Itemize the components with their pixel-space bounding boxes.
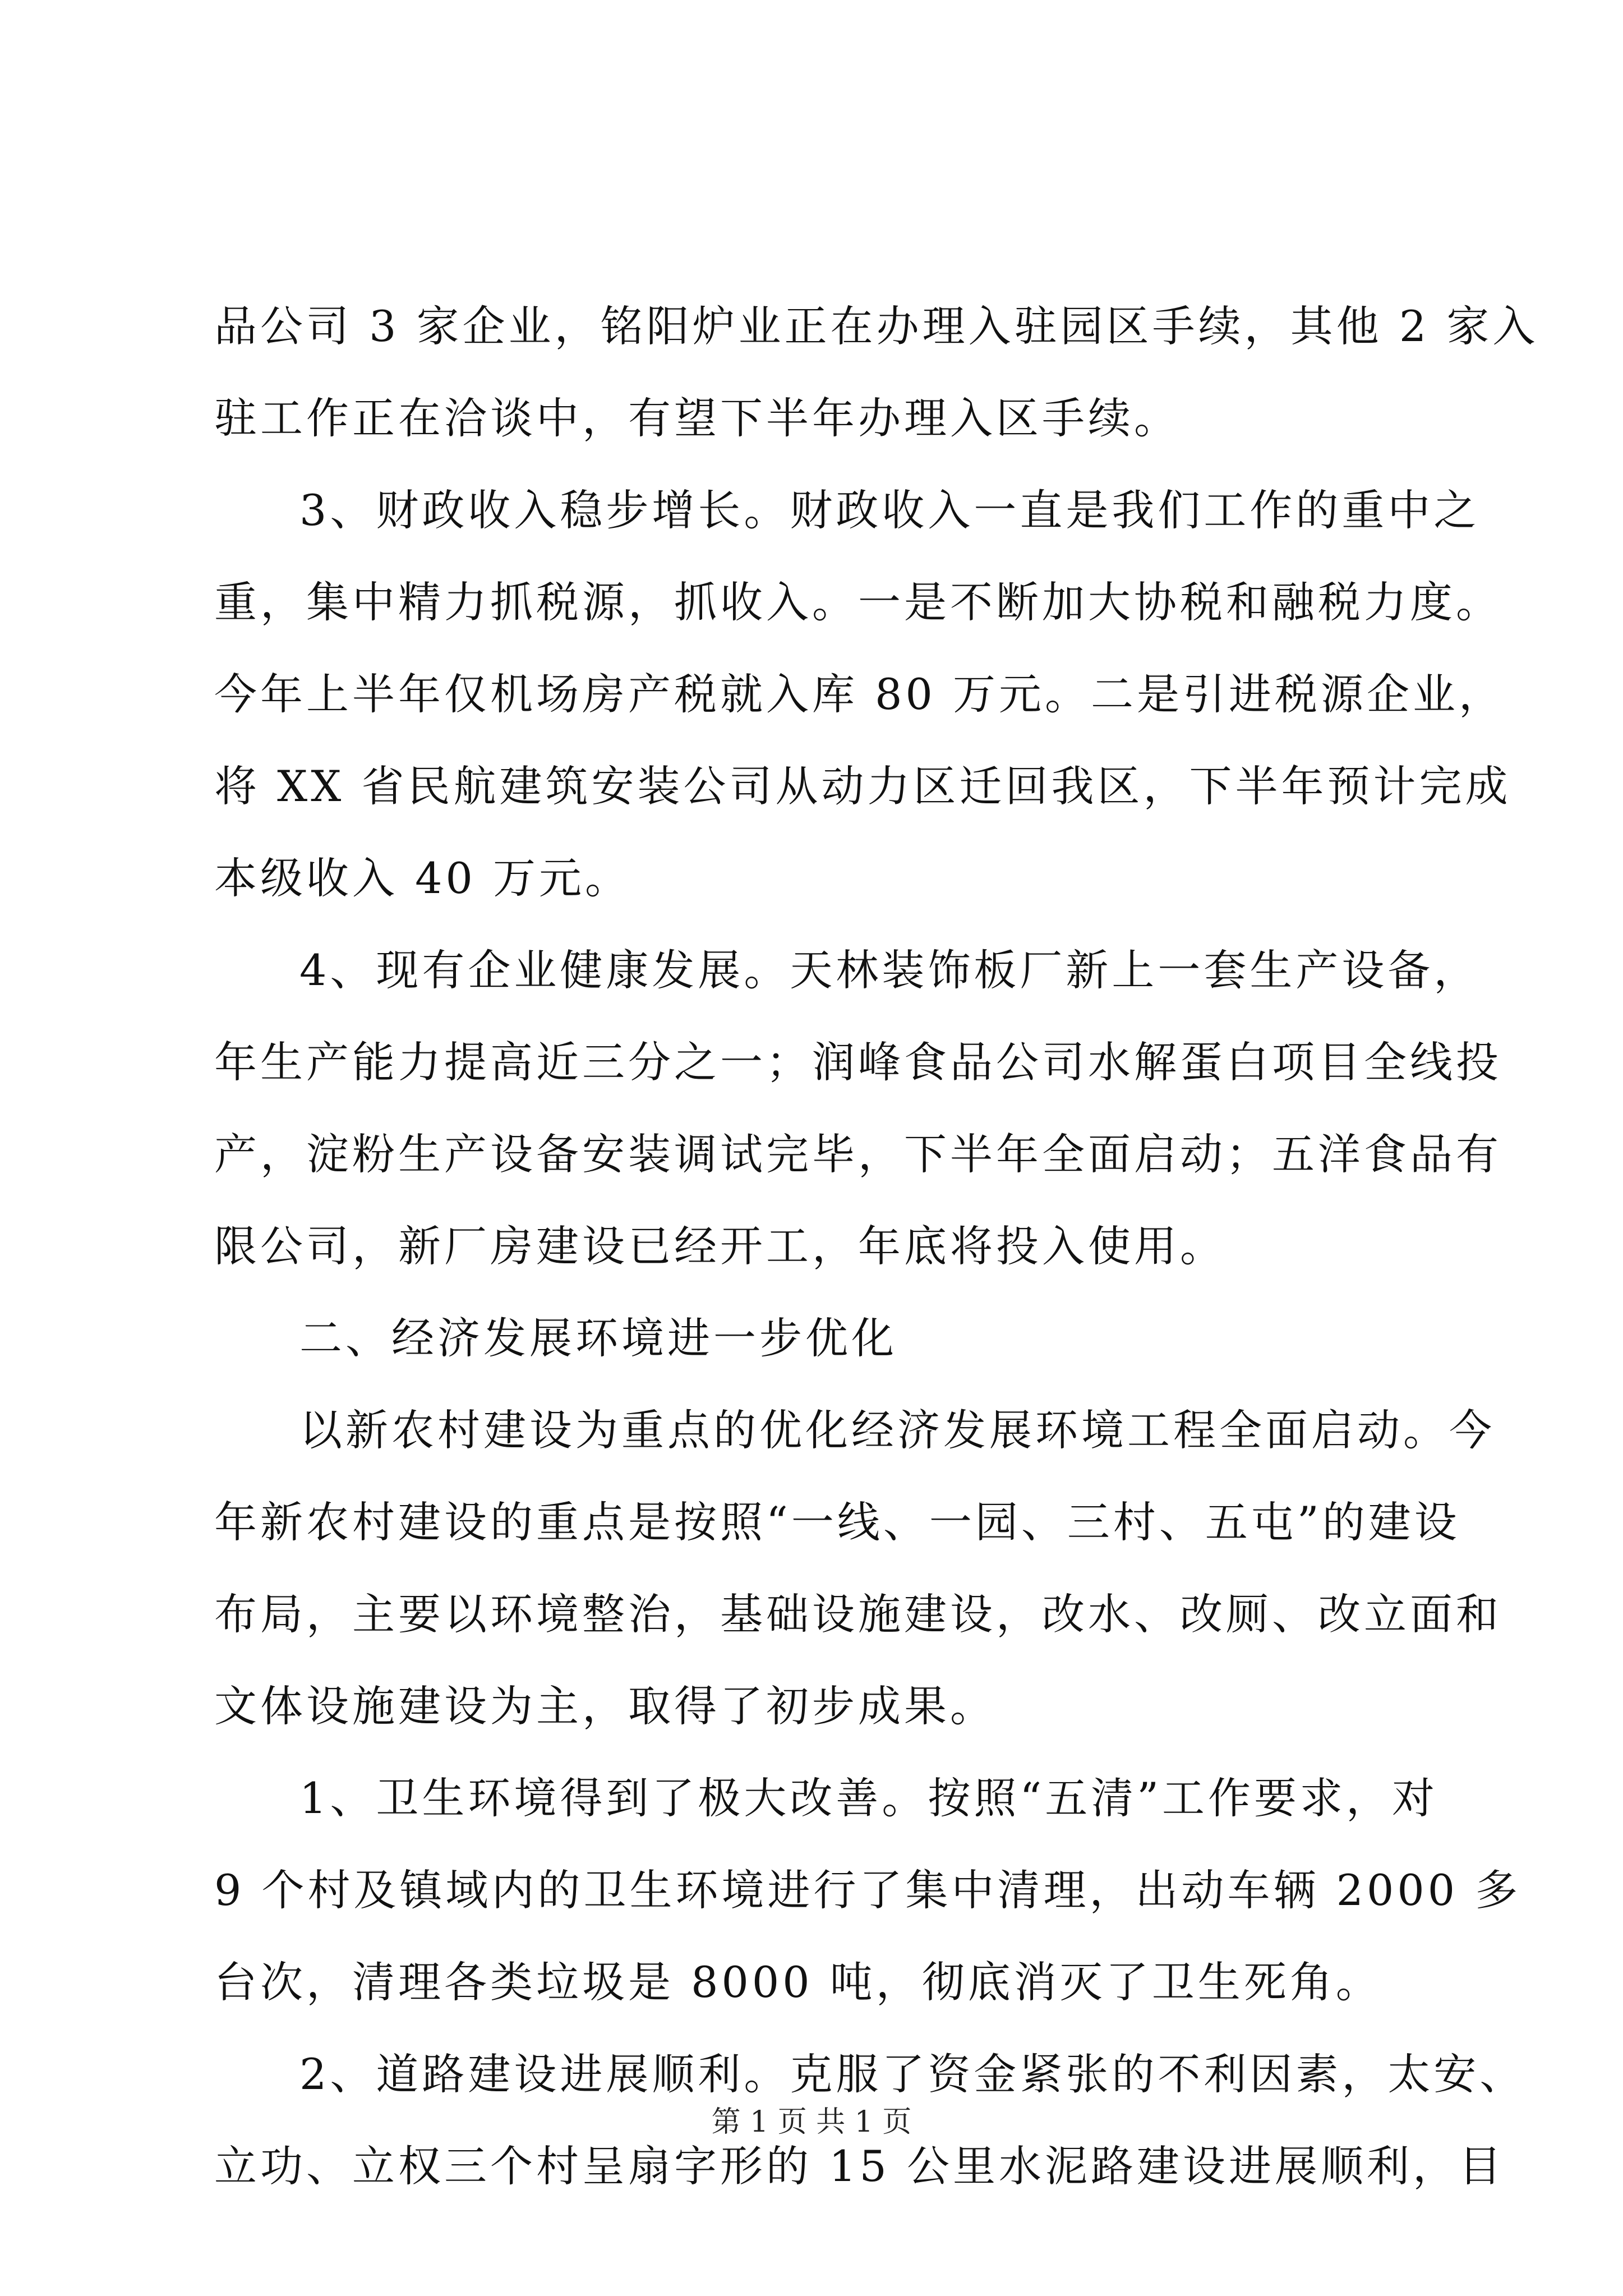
text-line: 本级收入 40 万元。 xyxy=(214,853,631,903)
text-line: 重，集中精力抓税源，抓收入。一是不断加大协税和融税力度。 xyxy=(214,577,1502,627)
text-line: 台次，清理各类垃圾是 8000 吨，彻底消灭了卫生死角。 xyxy=(214,1957,1382,2007)
text-line: 文体设施建设为主，取得了初步成果。 xyxy=(214,1681,996,1731)
text-line: 二、经济发展环境进一步优化 xyxy=(299,1313,897,1363)
text-line: 以新农村建设为重点的优化经济发展环境工程全面启动。今 xyxy=(299,1405,1495,1455)
text-line: 3、财政收入稳步增长。财政收入一直是我们工作的重中之 xyxy=(299,485,1480,535)
text-line: 年生产能力提高近三分之一；润峰食品公司水解蛋白项目全线投 xyxy=(214,1037,1502,1087)
text-line: 驻工作正在洽谈中，有望下半年办理入区手续。 xyxy=(214,393,1180,443)
text-line: 年新农村建设的重点是按照“一线、一园、三村、五屯”的建设 xyxy=(214,1497,1460,1547)
text-line: 将 XX 省民航建筑安装公司从动力区迁回我区，下半年预计完成 xyxy=(214,761,1511,811)
document-body xyxy=(214,280,1539,2212)
text-line: 产，淀粉生产设备安装调试完毕，下半年全面启动；五洋食品有 xyxy=(214,1129,1502,1179)
text-line: 布局，主要以环境整治，基础设施建设，改水、改厕、改立面和 xyxy=(214,1589,1502,1639)
text-line: 今年上半年仅机场房产税就入库 80 万元。二是引进税源企业， xyxy=(214,669,1505,719)
page-footer: 第 1 页 共 1 页 xyxy=(711,2105,912,2139)
text-line: 2、道路建设进展顺利。克服了资金紧张的不利因素，太安、 xyxy=(299,2049,1526,2099)
text-line: 1、卫生环境得到了极大改善。按照“五清”工作要求，对 xyxy=(299,1773,1438,1823)
text-line: 限公司，新厂房建设已经开工，年底将投入使用。 xyxy=(214,1221,1226,1271)
text-line: 立功、立权三个村呈扇字形的 15 公里水泥路建设进展顺利，目 xyxy=(214,2141,1505,2191)
text-line: 品公司 3 家企业，铭阳炉业正在办理入驻园区手续，其他 2 家入 xyxy=(214,301,1539,351)
text-line: 9 个村及镇域内的卫生环境进行了集中清理，出动车辆 2000 多 xyxy=(214,1865,1521,1915)
text-line: 4、现有企业健康发展。天林装饰板厂新上一套生产设备， xyxy=(299,945,1480,995)
